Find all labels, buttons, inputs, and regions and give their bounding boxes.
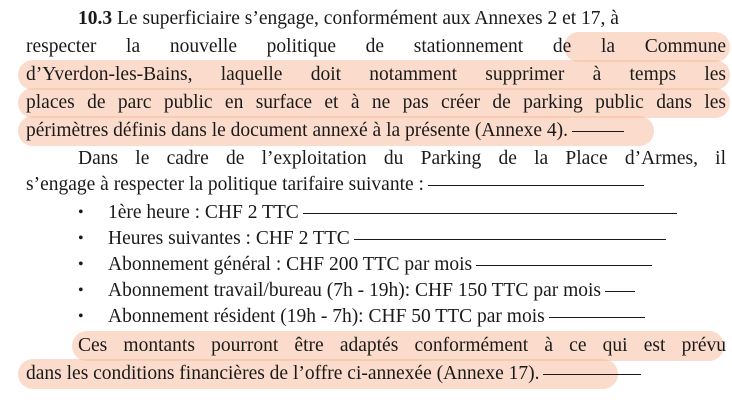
fill-rule	[549, 317, 645, 318]
list-item	[108, 200, 677, 226]
tariff-text: 1ère heure : CHF 2 TTC	[108, 202, 299, 223]
fill-rule	[572, 131, 624, 132]
p1-line4-text: places de parc public en surface et à ne pas créer de parking public dans les	[26, 92, 726, 113]
p3-line2-text: dans les conditions financières de l’offre ci-annexée (Annexe 17).	[26, 363, 540, 384]
bullet-icon: •	[78, 308, 84, 325]
p1-line3	[26, 62, 726, 88]
p1-line5	[26, 118, 624, 144]
fill-rule	[354, 239, 666, 240]
p1-line2-text: respecter la nouvelle politique de stationnement de	[26, 36, 601, 57]
fill-rule	[543, 374, 641, 375]
tariff-text: Abonnement travail/bureau (7h - 19h): CHF 150 TTC par mois	[108, 280, 602, 301]
p2-line1	[78, 146, 726, 172]
bullet-icon: •	[78, 256, 84, 273]
p2-line2	[26, 172, 644, 198]
bullet-icon: •	[78, 204, 84, 221]
tariff-text: Abonnement général : CHF 200 TTC par mois	[108, 254, 473, 275]
p1-line5-text: périmètres définis dans le document annexé à la présente (Annexe 4).	[26, 120, 568, 141]
fill-rule	[476, 265, 652, 266]
fill-rule	[303, 213, 677, 214]
p3-line1	[78, 333, 726, 359]
tariff-text: Abonnement résident (19h - 7h): CHF 50 TTC par mois	[108, 306, 545, 327]
bullet-icon: •	[78, 230, 84, 247]
p1-line4	[26, 90, 726, 116]
fill-rule	[605, 291, 635, 292]
list-item	[108, 278, 635, 304]
p1-line1	[78, 6, 619, 32]
tariff-text: Heures suivantes : CHF 2 TTC	[108, 228, 350, 249]
fill-rule	[428, 185, 644, 186]
p1-line1-text: Le superficiaire s’engage, conformément aux Annexes 2 et 17, à	[112, 8, 619, 29]
p1-line3-text: d’Yverdon-les-Bains, laquelle doit notamment supprimer à temps les	[26, 64, 726, 85]
p3-line2	[26, 361, 641, 387]
p2-line2-text: s’engage à respecter la politique tarifaire suivante :	[26, 174, 424, 195]
p2-line1-text: Dans le cadre de l’exploitation du Parking de la Place d’Armes, il	[78, 148, 726, 169]
list-item	[108, 226, 666, 252]
section-number: 10.3	[78, 8, 113, 29]
p3-line1-text: Ces montants pourront être adaptés conformément à ce qui est prévu	[78, 335, 726, 356]
bullet-icon: •	[78, 282, 84, 299]
p1-line2-highlighted: la Commune	[600, 36, 726, 57]
list-item	[108, 252, 652, 278]
p1-line2	[26, 34, 726, 60]
list-item	[108, 304, 645, 330]
